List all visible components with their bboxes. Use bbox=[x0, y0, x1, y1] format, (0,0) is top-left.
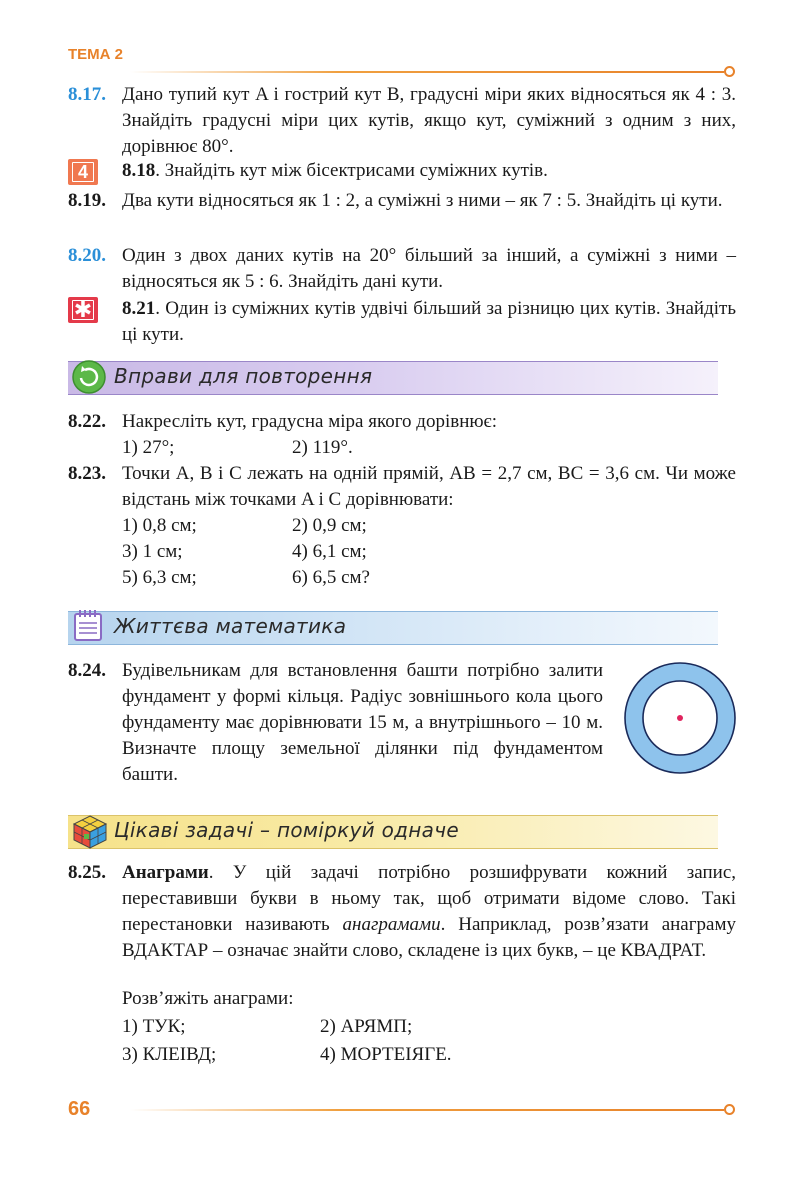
section-title: Цікаві задачі – поміркуй одначе bbox=[114, 818, 459, 842]
header-rule bbox=[130, 71, 724, 73]
topic-label: ТЕМА 2 bbox=[68, 46, 124, 63]
problem-text: 8.18. Знайдіть кут між бісектрисами суміжних кутів. bbox=[122, 160, 548, 181]
problem-8-22 bbox=[68, 409, 736, 435]
problem-text: Накресліть кут, градусна міра якого дорівнює: bbox=[122, 411, 497, 432]
center-point bbox=[677, 715, 683, 721]
problem-text: Анаграми. У цій задачі потрібно розшифрувати кожний запис, переставивши букви в ньому так, щоб отримати відоме слово. Такі перестановки називають анаграмами. Наприклад, розв’язати анаграму ВДАКТАР – означає знайти слово, складене із цих букв, – це КВАДРАТ. bbox=[122, 862, 736, 961]
star-challenge-badge-icon: ✱ bbox=[68, 297, 98, 323]
problem-number: 8.22. bbox=[68, 411, 106, 432]
header-rule-end-icon bbox=[724, 66, 735, 77]
problem-number: 8.19. bbox=[68, 190, 106, 211]
problem-text: Будівельникам для встановлення башти потрібно залити фундамент у формі кільця. Радіус зовнішнього кола цього фундаменту має дорівнювати 15 м, а внутрішнього – 10 м. Визначте площу земельної ділянки під фундаментом башти. bbox=[122, 660, 603, 785]
footer-rule-end-icon bbox=[724, 1104, 735, 1115]
page-number: 66 bbox=[68, 1098, 91, 1120]
problem-text: Один з двох даних кутів на 20° більший за інший, а суміжні з ними – відносяться як 5 : 6. Знайдіть дані кути. bbox=[122, 245, 736, 292]
problem-number: 8.21 bbox=[122, 298, 156, 319]
problem-text: 8.21. Один із суміжних кутів удвічі більший за різницю цих кутів. Знайдіть ці кути. bbox=[122, 298, 736, 345]
answer-option: 3) 1 см; bbox=[122, 541, 183, 562]
problem-text: Точки A, B і C лежать на одній прямій, AB = 2,7 см, BC = 3,6 см. Чи може відстань між точками A і C дорівнювати: bbox=[122, 463, 736, 510]
answer-option: 1) 27°; bbox=[122, 437, 175, 458]
problem-number: 8.17. bbox=[68, 84, 106, 105]
problem-8-18 bbox=[68, 158, 736, 184]
answer-option: 5) 6,3 см; bbox=[122, 567, 197, 588]
section-banner-life-math bbox=[68, 611, 718, 645]
problem-text: Два кути відносяться як 1 : 2, а суміжні з ними – як 7 : 5. Знайдіть ці кути. bbox=[122, 190, 723, 211]
problem-8-19 bbox=[68, 188, 736, 214]
problem-text: Дано тупий кут A і гострий кут B, градусні міри яких відносяться як 4 : 3. Знайдіть градусні міри цих кутів, якщо кут, суміжний з одним з них, дорівнює 80°. bbox=[122, 84, 736, 157]
answer-option: 3) КЛЕІВД; bbox=[122, 1044, 217, 1065]
footer-rule bbox=[130, 1109, 724, 1111]
problem-8-21 bbox=[68, 296, 736, 348]
section-banner-review bbox=[68, 361, 718, 395]
answer-option: 2) 119°. bbox=[292, 437, 353, 458]
problem-number: 8.25. bbox=[68, 862, 106, 883]
problem-8-17 bbox=[68, 82, 736, 160]
notepad-icon bbox=[70, 608, 106, 644]
problem-number: 8.20. bbox=[68, 245, 106, 266]
section-banner-puzzles bbox=[68, 815, 718, 849]
repeat-icon bbox=[70, 358, 108, 396]
section-title: Життєва математика bbox=[114, 614, 347, 638]
rubiks-cube-icon bbox=[70, 812, 110, 852]
section-title: Вправи для повторення bbox=[114, 364, 373, 388]
answer-option: 2) АРЯМП; bbox=[320, 1016, 413, 1037]
ring-foundation-diagram bbox=[622, 660, 738, 776]
answer-option: 4) 6,1 см; bbox=[292, 541, 367, 562]
difficulty-4-badge-icon: 4 bbox=[68, 159, 98, 185]
answer-option: 1) 0,8 см; bbox=[122, 515, 197, 536]
answer-option: 2) 0,9 см; bbox=[292, 515, 367, 536]
problem-8-23 bbox=[68, 461, 736, 513]
problem-number: 8.18 bbox=[122, 160, 156, 181]
problem-number: 8.24. bbox=[68, 660, 106, 681]
answer-option: 6) 6,5 см? bbox=[292, 567, 370, 588]
problem-number: 8.23. bbox=[68, 463, 106, 484]
problem-8-24 bbox=[68, 658, 603, 788]
problem-8-20 bbox=[68, 243, 736, 295]
problem-8-25 bbox=[68, 860, 736, 964]
answer-option: 4) МОРТЕІЯГЕ. bbox=[320, 1044, 452, 1065]
answer-option: 1) ТУК; bbox=[122, 1016, 186, 1037]
